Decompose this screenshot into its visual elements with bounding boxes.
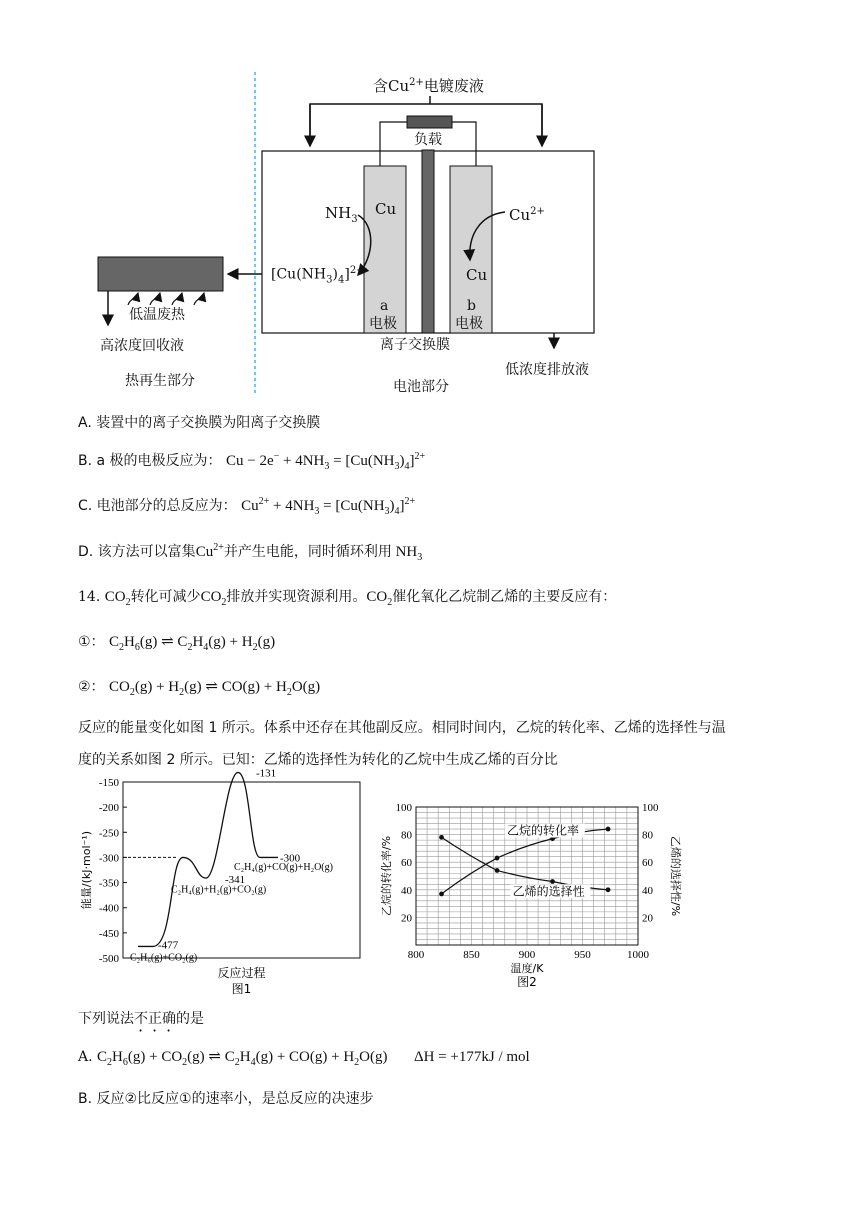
q14-paragraph-1: 反应的能量变化如图 1 所示。体系中还存在其他副反应。相同时间内，乙烷的转化率、乙烯的选择性与温 xyxy=(78,720,726,736)
y-tick-label: -450 xyxy=(98,927,119,940)
cu-left-label: Cu xyxy=(375,200,397,218)
y-tick-label-right: 60 xyxy=(642,857,653,870)
x-tick-label: 950 xyxy=(574,949,591,961)
y-tick-label-left: 60 xyxy=(401,857,412,870)
waste-liquid-label xyxy=(373,74,484,95)
q13-b-prefix: B. a 极的电极反应为： xyxy=(78,453,222,469)
x-axis-label: 反应过程 xyxy=(217,966,266,980)
cu2-text: Cu xyxy=(509,206,531,224)
question-post: 的是 xyxy=(176,1011,204,1027)
point-label: C₂H₄(g)+H₂(g)+CO₂(g) xyxy=(171,884,267,896)
data-label: -477 xyxy=(158,939,179,952)
complex-label xyxy=(271,262,365,289)
electrode-b-letter: b xyxy=(467,298,476,314)
series-label: 乙烯的选择性 xyxy=(512,884,585,899)
point-label: C₂H₄(g)+CO(g)+H₂O(g) xyxy=(234,862,333,873)
y-tick-label: -200 xyxy=(98,802,119,815)
question-pre: 下列说法 xyxy=(78,1011,134,1027)
data-label: -341 xyxy=(225,874,246,887)
energy-profile-chart xyxy=(78,767,378,1000)
r1-label: ①： xyxy=(78,634,105,650)
nh3-text: NH xyxy=(325,204,352,222)
y-tick-label-left: 100 xyxy=(395,802,412,814)
y-tick-label-right: 80 xyxy=(642,829,653,842)
q13-option-a: A. 装置中的离子交换膜为阳离子交换膜 xyxy=(78,415,321,431)
y-tick-label: -350 xyxy=(98,877,119,890)
conversion-selectivity-chart xyxy=(380,795,680,1000)
y-tick-label-right: 100 xyxy=(642,802,659,814)
data-point xyxy=(495,856,500,861)
y-axis-label-right: 乙烯的选择性/% xyxy=(669,835,682,917)
cu2-right-label xyxy=(509,203,545,224)
nh3-sub: 3 xyxy=(351,214,358,225)
q14-reaction-2 xyxy=(78,676,320,698)
y-tick-label-right: 20 xyxy=(642,912,653,925)
q13-d-pre: D. 该方法可以富集 xyxy=(78,544,196,560)
complex-a: [Cu(NH xyxy=(271,266,327,283)
y-axis-label-left: 乙烷的转化率/% xyxy=(380,835,393,917)
battery-part-label: 电池部分 xyxy=(393,379,449,395)
q14-a-prefix: A. xyxy=(78,1049,93,1065)
y-tick-label: -500 xyxy=(98,953,119,965)
q14-stem-1: 转化可减少 xyxy=(130,589,201,605)
ion-exchange-membrane xyxy=(422,150,434,333)
r2-label: ②： xyxy=(78,679,105,695)
q13-b-equation: $Cu - 2e^- + 4NH_3 = [Cu(NH_3)_4]^{2+}$ xyxy=(226,451,426,472)
low-conc-label: 低浓度排放液 xyxy=(505,362,589,378)
load-label: 负载 xyxy=(414,132,442,148)
q14-option-b: B. 反应②比反应①的速率小，是总反应的决速步 xyxy=(78,1091,374,1107)
q14-a-equation: $C_2H_6(g) + CO_2(g)$ ⇌ $C_2H_4(g) + CO(g) + H_2O(g)$ xyxy=(97,1049,388,1068)
q13-d-post: 并产生电能，同时循环利用 xyxy=(223,544,392,560)
high-conc-label: 高浓度回收液 xyxy=(100,338,184,354)
q13-c-prefix: C. 电池部分的总反应为： xyxy=(78,498,237,514)
r2-equation: $CO_2(g) + H_2(g)$ ⇌ $CO(g) + H_2O(g)$ xyxy=(109,679,321,698)
data-label: -300 xyxy=(280,852,301,865)
data-point xyxy=(439,892,444,897)
figure-title: 图2 xyxy=(517,975,537,989)
q13-c-equation: $Cu^{2+} + 4NH_3 = [Cu(NH_3)_4]^{2+}$ xyxy=(241,496,416,517)
data-point xyxy=(550,879,555,884)
q14-paragraph-2: 度的关系如图 2 所示。已知：乙烯的选择性为转化的乙烷中生成乙烯的百分比 xyxy=(78,752,558,768)
x-tick-label: 1000 xyxy=(627,949,649,961)
complex-sub2: 4 xyxy=(337,274,345,286)
point-label: C₂H₆(g)+CO₂(g) xyxy=(130,952,198,964)
q14-number: 14. xyxy=(78,589,101,605)
complex-sup: 2+ xyxy=(349,265,365,276)
q14-stem-3: 催化氧化乙烷制乙烯的主要反应有： xyxy=(392,589,617,605)
low-temp-heat-label: 低温废热 xyxy=(129,307,185,323)
co2-c: $CO_2$ xyxy=(366,589,393,608)
y-tick-label: -300 xyxy=(98,852,119,865)
q13-d-cu: $Cu^{2+}$ xyxy=(195,542,224,560)
data-point xyxy=(439,835,444,840)
question-emphasis: 不正确 xyxy=(134,1011,176,1027)
load-box xyxy=(407,116,452,128)
electrode-b-label: 电极 xyxy=(455,316,483,332)
r1-equation: $C_2H_6(g)$ ⇌ $C_2H_4(g) + H_2(g)$ xyxy=(109,634,276,653)
co2-b: $CO_2$ xyxy=(200,589,227,608)
data-point xyxy=(606,887,611,892)
data-point xyxy=(495,868,500,873)
membrane-label: 离子交换膜 xyxy=(380,337,450,353)
cu-bottom-label: Cu xyxy=(466,266,488,284)
y-tick-label-left: 20 xyxy=(401,912,412,925)
complex-mid: ) xyxy=(332,266,338,283)
q14-question xyxy=(78,1008,204,1035)
q13-option-b xyxy=(78,450,425,472)
q13-option-d xyxy=(78,541,422,563)
x-tick-label: 800 xyxy=(407,949,425,961)
x-tick-label: 900 xyxy=(518,949,536,961)
y-axis-label: 能量/(kJ·mol⁻¹) xyxy=(80,830,93,910)
electrode-a-label: 电极 xyxy=(369,316,397,332)
q14-option-a xyxy=(78,1047,530,1068)
series-label: 乙烷的转化率 xyxy=(507,823,580,838)
y-tick-label: -150 xyxy=(98,777,119,789)
waste-post: 电镀废液 xyxy=(423,77,484,95)
figure-title: 图1 xyxy=(231,982,252,996)
energy-curve xyxy=(138,772,278,946)
q13-option-c xyxy=(78,495,415,517)
y-tick-label-right: 40 xyxy=(642,884,653,897)
y-tick-label: -250 xyxy=(98,827,119,840)
q14-stem xyxy=(78,586,616,608)
data-label: -131 xyxy=(256,767,277,780)
co2-a: $CO_2$ xyxy=(104,589,131,608)
x-axis-label: 温度/K xyxy=(510,962,544,975)
complex-end: ] xyxy=(344,266,350,283)
nh3-label xyxy=(325,204,358,229)
data-point xyxy=(606,827,611,832)
y-tick-label-left: 80 xyxy=(401,829,412,842)
x-tick-label: 850 xyxy=(463,949,480,961)
q14-a-delta-h: ΔH = +177kJ / mol xyxy=(413,1049,530,1065)
waste-sup: 2+ xyxy=(409,77,424,88)
q13-d-nh3: $NH_3$ xyxy=(391,544,423,563)
q14-stem-2: 排放并实现资源利用。 xyxy=(226,589,367,605)
thermal-part-label: 热再生部分 xyxy=(125,373,195,389)
q14-reaction-1 xyxy=(78,631,275,653)
cu2-sup: 2+ xyxy=(530,206,545,217)
series-line-1 xyxy=(442,837,609,889)
thermal-regen-box xyxy=(98,257,223,291)
electrode-a-letter: a xyxy=(380,298,389,314)
y-tick-label-left: 40 xyxy=(401,884,412,897)
waste-pre: 含Cu xyxy=(373,77,410,95)
complex-sub: 3 xyxy=(326,274,333,286)
y-tick-label: -400 xyxy=(98,902,119,915)
